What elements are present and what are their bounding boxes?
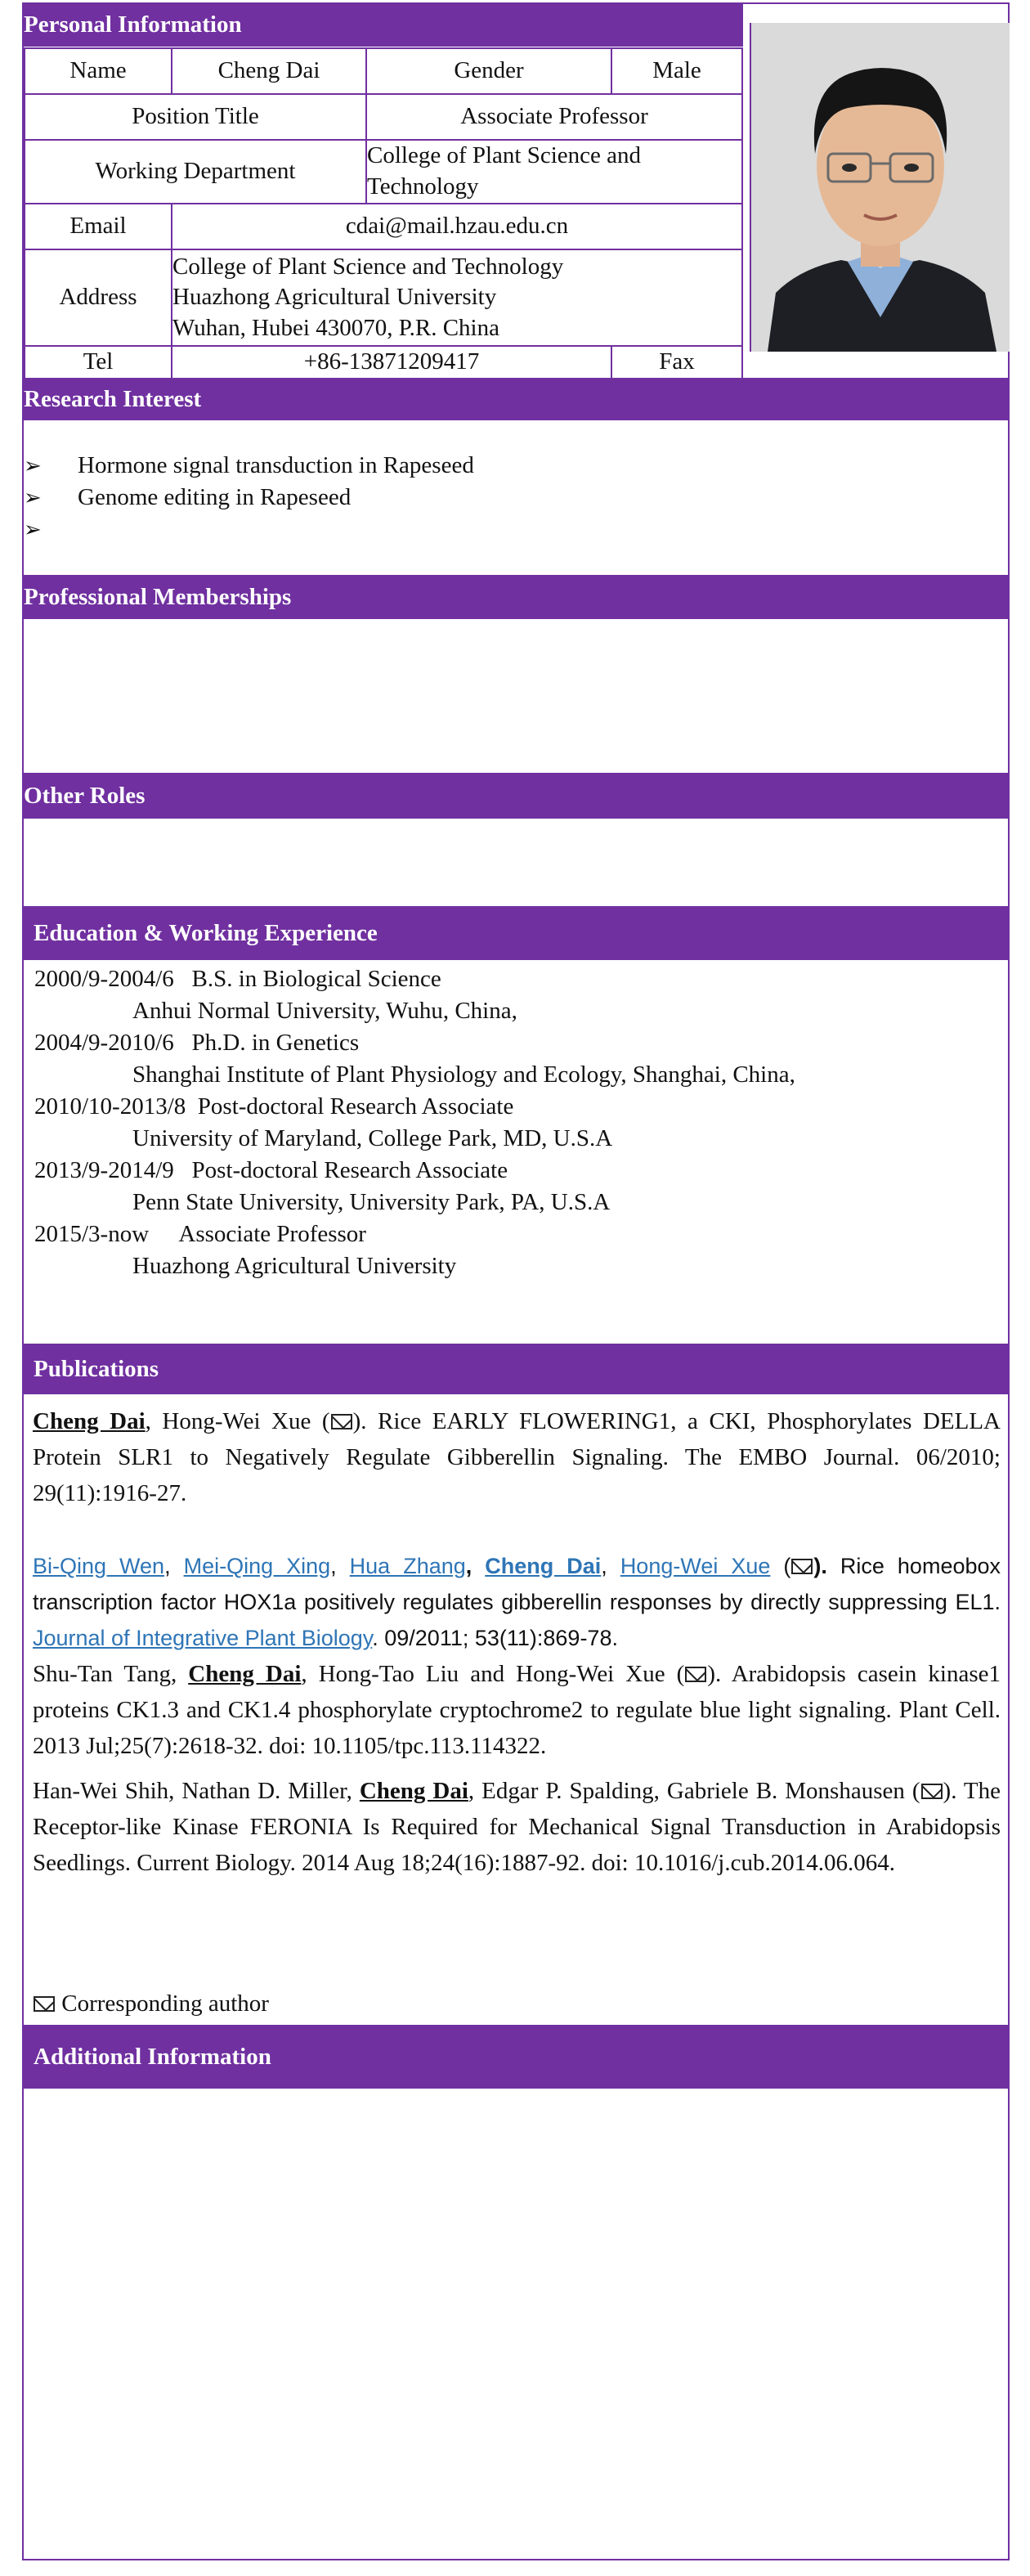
section-title: Research Interest	[24, 385, 202, 412]
education-entry	[34, 1155, 795, 1187]
education-place: University of Maryland, College Park, MD, U.S.A	[132, 1125, 613, 1151]
section-title: Professional Memberships	[24, 583, 292, 610]
education-title: B.S. in Biological Science	[191, 966, 441, 992]
education-list	[34, 963, 795, 1282]
pub-text: , Hong-Wei Xue (	[145, 1408, 330, 1434]
publication-item	[33, 1773, 1001, 1881]
education-title: Post-doctoral Research Associate	[197, 1093, 514, 1120]
pub-text: ). Arabidopsis casein kinase1 proteins CK1.3 and CK1.4 phosphorylate cryptochrome2 to regulate blue light signaling. Plant Cell. 2013 Jul;25(7):2618-32. doi: 10.1105/tpc.113.114322.	[33, 1661, 1001, 1759]
name-label: Name	[25, 48, 172, 94]
research-list	[24, 450, 474, 545]
education-place: Shanghai Institute of Plant Physiology and Ecology, Shanghai, China,	[132, 1061, 795, 1088]
email-value[interactable]: cdai@mail.hzau.edu.cn	[172, 204, 742, 249]
list-item	[24, 514, 474, 545]
education-entry	[34, 963, 795, 995]
list-item-text: Hormone signal transduction in Rapeseed	[78, 452, 474, 478]
list-item	[24, 450, 474, 482]
address-value	[172, 249, 742, 346]
section-title: Education & Working Experience	[34, 919, 378, 946]
gender-value: Male	[611, 48, 742, 94]
tel-value: +86-13871209417	[172, 346, 611, 379]
author-link[interactable]: Hua Zhang	[349, 1554, 466, 1578]
publication-item: Bi-Qing Wen, Mei-Qing Xing, Hua Zhang, Cheng Dai, Hong-Wei Xue ( ). Rice homeobox transcription factor HOX1a positively regulates gibberellin responses by directly suppressing EL1. Journal of Integrative Plant Biology. 09/2011; 53(11):869-78.	[33, 1554, 1001, 1650]
pub-text: , Hong-Tao Liu and Hong-Wei Xue (	[301, 1661, 685, 1687]
education-place: Huazhong Agricultural University	[132, 1253, 457, 1279]
education-title: Ph.D. in Genetics	[191, 1030, 360, 1056]
author-link-self[interactable]: Cheng Dai	[485, 1554, 602, 1578]
envelope-icon	[331, 1414, 352, 1429]
education-period: 2000/9-2004/6	[34, 966, 174, 992]
address-line: College of Plant Science and Technology	[172, 253, 564, 280]
section-additional-info	[24, 2025, 1008, 2089]
pub-text: ). The Receptor-like Kinase FERONIA Is Required for Mechanical Signal Transduction in Arabidopsis Seedlings. Current Biology. 2014 Aug 18;24(16):1887-92. doi: 10.1016/j.cub.2014.06.064.	[33, 1778, 1001, 1876]
education-period: 2004/9-2010/6	[34, 1030, 174, 1056]
pub-text: Shu-Tan Tang,	[33, 1661, 189, 1687]
publication-item	[33, 1656, 1001, 1764]
pub-text: , Edgar P. Spalding, Gabriele B. Monshausen (	[468, 1778, 920, 1804]
author-link[interactable]: Mei-Qing Xing	[183, 1554, 331, 1578]
journal-link[interactable]: Journal of Integrative Plant Biology	[33, 1626, 373, 1650]
section-education	[24, 906, 1008, 960]
section-title: Additional Information	[34, 2043, 271, 2070]
footnote	[33, 1986, 1001, 2022]
envelope-icon	[921, 1784, 943, 1799]
education-period: 2015/3-now	[34, 1221, 150, 1247]
section-title: Publications	[34, 1355, 159, 1382]
pub-text: Rice homeobox transcription factor HOX1a positively regulates gibberellin responses by directly suppressing EL1.	[33, 1554, 1001, 1614]
fax-label: Fax	[611, 346, 742, 379]
arrow-bullet-icon: ➢	[24, 518, 42, 541]
tel-label: Tel	[25, 346, 172, 379]
department-label: Working Department	[25, 140, 366, 204]
envelope-icon	[685, 1667, 706, 1682]
arrow-bullet-icon: ➢	[24, 454, 42, 478]
education-entry	[34, 1027, 795, 1059]
section-professional-memberships	[24, 575, 1008, 619]
portrait-photo-icon	[751, 23, 1010, 352]
section-title: Personal Information	[24, 11, 242, 38]
section-publications	[24, 1344, 1008, 1394]
section-research-interest	[24, 378, 1008, 420]
education-period: 2013/9-2014/9	[34, 1157, 174, 1183]
education-title: Post-doctoral Research Associate	[191, 1157, 508, 1183]
envelope-icon	[34, 1996, 55, 2012]
pub-text: . 09/2011; 53(11):869-78.	[372, 1626, 618, 1650]
address-label: Address	[25, 249, 172, 346]
position-value: Associate Professor	[366, 94, 742, 140]
publication-item	[33, 1403, 1001, 1511]
gender-label: Gender	[366, 48, 611, 94]
author-self: Cheng Dai	[188, 1661, 302, 1687]
portrait-photo	[750, 23, 1010, 352]
education-title: Associate Professor	[178, 1221, 366, 1247]
pub-text: Han-Wei Shih, Nathan D. Miller,	[33, 1778, 360, 1804]
pub-text: ). Rice EARLY FLOWERING1, a CKI, Phosphorylates DELLA Protein SLR1 to Negatively Regulate Gibberellin Signaling. The EMBO Journal. 06/2010; 29(11):1916-27.	[33, 1408, 1001, 1506]
personal-info-table	[24, 47, 743, 379]
envelope-icon	[791, 1559, 813, 1574]
section-title: Other Roles	[24, 782, 146, 809]
footnote-text: Corresponding author	[61, 1990, 269, 2017]
name-value: Cheng Dai	[172, 48, 366, 94]
section-personal-info	[24, 2, 743, 47]
author-self: Cheng Dai	[359, 1778, 468, 1804]
arrow-bullet-icon: ➢	[24, 486, 42, 509]
position-label: Position Title	[25, 94, 366, 140]
address-line: Huazhong Agricultural University	[172, 284, 497, 311]
department-value: College of Plant Science and Technology	[366, 140, 742, 204]
address-line: Wuhan, Hubei 430070, P.R. China	[172, 315, 499, 342]
author-link[interactable]: Bi-Qing Wen	[33, 1554, 165, 1578]
list-item-text: Genome editing in Rapeseed	[78, 484, 352, 510]
education-entry	[34, 1218, 795, 1250]
education-entry	[34, 1091, 795, 1123]
education-period: 2010/10-2013/8	[34, 1093, 186, 1120]
author-self: Cheng Dai	[33, 1408, 146, 1434]
education-place: Penn State University, University Park, PA, U.S.A	[132, 1189, 611, 1215]
list-item	[24, 482, 474, 514]
email-label: Email	[25, 204, 172, 249]
section-other-roles	[24, 773, 1008, 819]
author-link[interactable]: Hong-Wei Xue	[620, 1554, 771, 1578]
education-place: Anhui Normal University, Wuhu, China,	[132, 998, 517, 1024]
